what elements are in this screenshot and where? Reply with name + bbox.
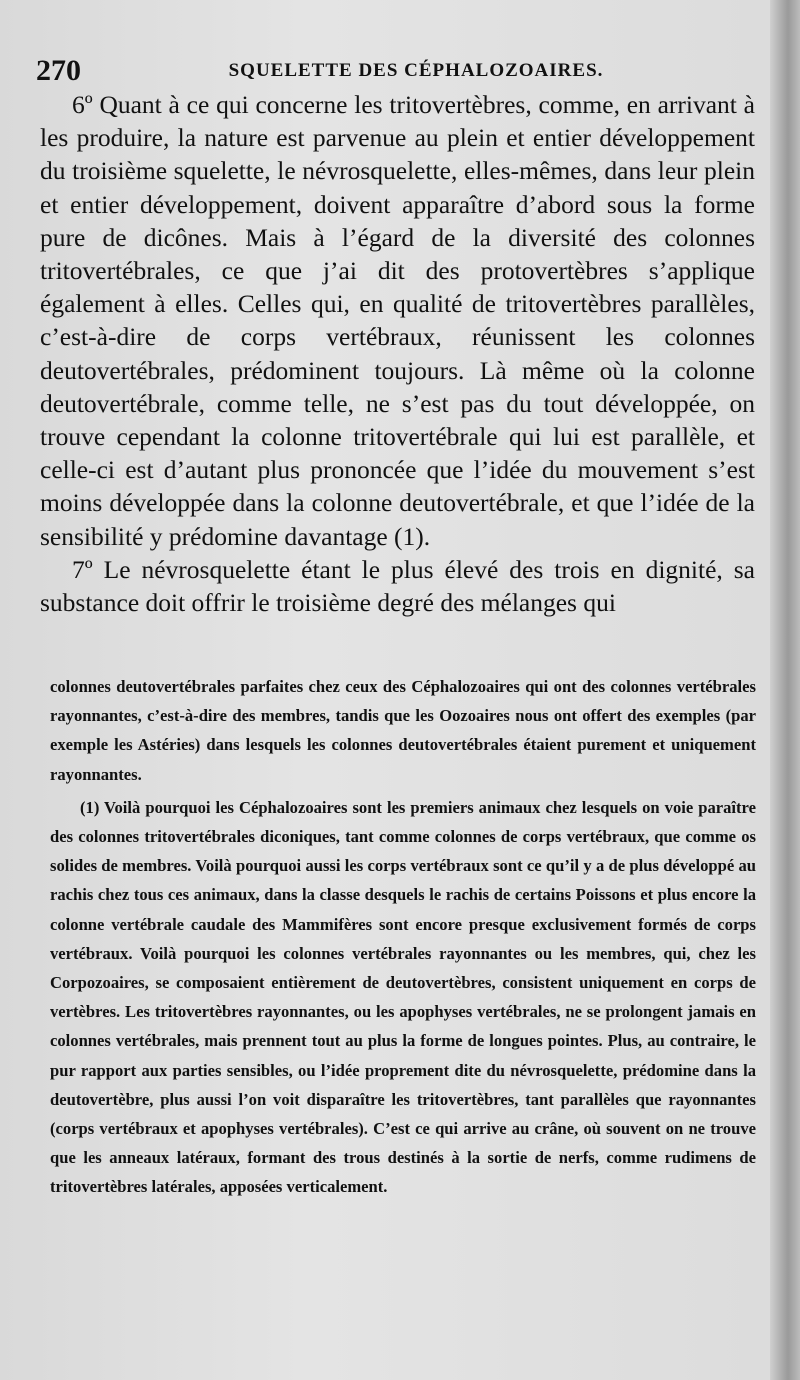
page-header [36,54,776,88]
footnotes [50,672,756,1202]
paragraph-7: 7º Le névrosquelette étant le plus élevé des trois en dignité, sa substance doit offrir le troisième degré des mélanges qui [40,554,755,618]
page-edge [770,0,800,1380]
footnote-1: (1) Voilà pourquoi les Céphalozoaires sont les premiers animaux chez lesquels on voie paraître des colonnes tritovertébrales diconiques, tant comme colonnes de corps vertébraux, que comme os solides de membres. Voilà pourquoi aussi les corps vertébraux sont ce qu’il y a de plus développé au rachis chez tous ces animaux, dans la classe desquels le rachis de certains Poissons et plus encore la colonne vertébrale caudale des Mammifères sont encore presque exclusivement formés de corps vertébraux. Voilà pourquoi les colonnes vertébrales rayonnantes ou les membres, qui, chez les Corpozoaires, se composaient entièrement de deutovertèbres, consistent uniquement en corps de vertèbres. Les tritovertèbres rayonnantes, ou les apophyses vertébrales, ne se prolongent jamais en colonnes vertébrales, mais prennent tout au plus la forme de longues pointes. Plus, au contraire, le pur rapport aux parties sensibles, ou l’idée proprement dite du névrosquelette, prédomine dans la deutovertèbre, plus aussi l’on voit disparaître les tritovertèbres, tant parallèles que rayonnantes (corps vertébraux et apophyses vertébrales). C’est ce qui arrive au crâne, où souvent on ne trouve que les anneaux latéraux, formant des trous destinés à la sortie de nerfs, comme rudimens de tritovertèbres latérales, apposées verticalement. [50,797,756,1197]
main-text [40,88,755,619]
page-number: 270 [36,54,81,87]
running-title: SQUELETTE DES CÉPHALOZOAIRES. [228,60,604,81]
footnote-continuation: colonnes deutovertébrales parfaites chez ceux des Céphalozoaires qui ont des colonnes vertébrales rayonnantes, c’est-à-dire des membres, tandis que les Oozoaires nous ont offert des exemples (par exemple les Astéries) dans lesquels les colonnes deutovertébrales étaient purement et uniquement rayonnantes. [50,677,756,784]
paragraph-6: 6º Quant à ce qui concerne les tritovertèbres, comme, en arrivant à les produire, la nature est parvenue au plein et entier développement du troisième squelette, le névrosquelette, elles-mêmes, dans leur plein et entier développement, doivent apparaître d’abord sous la forme pure de dicônes. Mais à l’égard de la diversité des colonnes tritovertébrales, ce que j’ai dit des protovertèbres s’applique également à elles. Celles qui, en qualité de tritovertèbres parallèles, c’est-à-dire de corps vertébraux, réunissent les colonnes deutovertébrales, prédominent toujours. Là même où la colonne deutovertébrale, comme telle, ne s’est pas du tout développée, on trouve cependant la colonne tritovertébrale qui lui est parallèle, et celle-ci est d’autant plus prononcée que l’idée du mouvement s’est moins développée dans la colonne deutovertébrale, et que l’idée de la sensibilité y prédomine davantage (1). [40,90,755,551]
